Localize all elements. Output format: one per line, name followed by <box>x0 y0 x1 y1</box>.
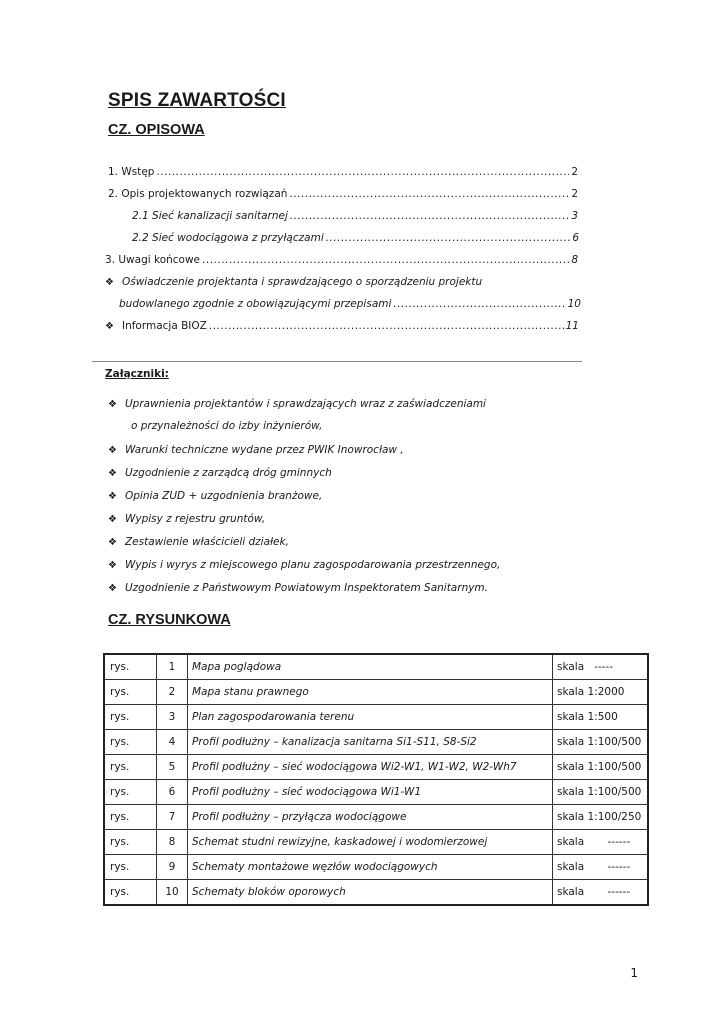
drawing-scale: skala 1:100/500 <box>553 755 649 780</box>
toc-label: 1. Wstęp <box>108 166 155 178</box>
bullet-icon: ❖ <box>108 583 117 594</box>
drawing-scale: skala ------ <box>553 880 649 906</box>
attachment-item <box>108 536 289 548</box>
toc-item <box>105 254 578 266</box>
attachment-text: Opinia ZUD + uzgodnienia branżowe, <box>124 490 323 502</box>
attachment-item <box>108 444 404 456</box>
drawing-title: Schemat studni rewizyjne, kaskadowej i wodomierzowej <box>188 830 553 855</box>
drawing-prefix: rys. <box>104 855 157 880</box>
drawing-title: Profil podłużny – sieć wodociągowa Wi2-W1, W1-W2, W2-Wh7 <box>188 755 553 780</box>
toc-label: Oświadczenie projektanta i sprawdzającego o sporządzeniu projektu <box>121 276 483 288</box>
drawing-prefix: rys. <box>104 805 157 830</box>
attachment-item <box>108 559 500 571</box>
toc-label: 2. Opis projektowanych rozwiązań <box>108 188 288 200</box>
attachment-text: Uzgodnienie z Państwowym Powiatowym Inspektoratem Sanitarnym. <box>124 582 488 594</box>
drawing-prefix: rys. <box>104 830 157 855</box>
drawing-number: 9 <box>157 855 188 880</box>
toc-page: 2 <box>571 188 578 200</box>
drawing-title: Mapa poglądowa <box>188 654 553 680</box>
toc-item <box>108 166 578 178</box>
drawing-title: Plan zagospodarowania terenu <box>188 705 553 730</box>
table-row <box>104 730 648 755</box>
drawing-title: Profil podłużny – kanalizacja sanitarna Si1-S11, S8-Si2 <box>188 730 553 755</box>
drawing-scale: skala ------ <box>553 855 649 880</box>
drawing-title: Schematy bloków oporowych <box>188 880 553 906</box>
drawing-scale: skala 1:100/250 <box>553 805 649 830</box>
attachment-item <box>108 513 265 525</box>
attachment-item <box>108 398 486 410</box>
drawing-number: 2 <box>157 680 188 705</box>
attachment-text: Uzgodnienie z zarządcą dróg gminnych <box>124 467 332 479</box>
drawing-number: 1 <box>157 654 188 680</box>
attachment-item <box>108 490 322 502</box>
drawing-prefix: rys. <box>104 880 157 906</box>
toc-label: 2.1 Sieć kanalizacji sanitarnej <box>132 210 288 222</box>
table-row <box>104 705 648 730</box>
bullet-icon: ❖ <box>108 560 117 571</box>
table-row <box>104 755 648 780</box>
attachment-text: o przynależności do izby inżynierów, <box>131 420 323 432</box>
bullet-icon: ❖ <box>105 277 114 288</box>
table-row <box>104 680 648 705</box>
bullet-icon: ❖ <box>108 445 117 456</box>
page-number: 1 <box>630 966 638 980</box>
drawing-scale: skala 1:100/500 <box>553 780 649 805</box>
drawing-prefix: rys. <box>104 780 157 805</box>
attachment-item <box>108 582 488 594</box>
toc-item <box>105 276 482 288</box>
drawing-scale: skala 1:500 <box>553 705 649 730</box>
toc-page: 6 <box>572 232 579 244</box>
bullet-icon: ❖ <box>105 321 114 332</box>
bullet-icon: ❖ <box>108 468 117 479</box>
drawing-scale: skala ----- <box>553 654 649 680</box>
toc-item <box>132 232 579 244</box>
attachments-heading: Załączniki: <box>105 368 169 380</box>
drawing-title: Profil podłużny – przyłącza wodociągowe <box>188 805 553 830</box>
drawing-scale: skala 1:100/500 <box>553 730 649 755</box>
attachment-text: Warunki techniczne wydane przez PWIK Inowrocław , <box>124 444 404 456</box>
attachment-text: Wypis i wyrys z miejscowego planu zagospodarowania przestrzennego, <box>124 559 501 571</box>
toc-item <box>105 320 579 332</box>
toc-page: 11 <box>565 320 579 332</box>
drawing-scale: skala 1:2000 <box>553 680 649 705</box>
drawing-number: 10 <box>157 880 188 906</box>
attachment-text: Wypisy z rejestru gruntów, <box>124 513 266 525</box>
drawing-number: 5 <box>157 755 188 780</box>
table-row <box>104 780 648 805</box>
bullet-icon: ❖ <box>108 514 117 525</box>
toc-label: 3. Uwagi końcowe <box>105 254 201 266</box>
attachment-text: Uprawnienia projektantów i sprawdzających wraz z zaświadczeniami <box>124 398 486 410</box>
drawing-title: Schematy montażowe węzłów wodociągowych <box>188 855 553 880</box>
toc-page: 8 <box>571 254 578 266</box>
drawing-title: Profil podłużny – sieć wodociągowa Wi1-W1 <box>188 780 553 805</box>
toc-label: budowlanego zgodnie z obowiązującymi przepisami <box>119 298 392 310</box>
toc-page: 2 <box>571 166 578 178</box>
drawing-number: 6 <box>157 780 188 805</box>
document-title: SPIS ZAWARTOŚCI <box>108 90 286 111</box>
toc-label: 2.2 Sieć wodociągowa z przyłączami <box>132 232 324 244</box>
section-heading-descriptive: CZ. OPISOWA <box>108 122 205 138</box>
drawing-scale: skala ------ <box>553 830 649 855</box>
toc-item <box>132 210 578 222</box>
bullet-icon: ❖ <box>108 491 117 502</box>
toc-item <box>119 298 581 310</box>
toc-item <box>108 188 578 200</box>
drawing-number: 4 <box>157 730 188 755</box>
section-heading-drawings: CZ. RYSUNKOWA <box>108 612 231 628</box>
drawing-number: 8 <box>157 830 188 855</box>
drawings-table <box>103 653 649 906</box>
drawing-prefix: rys. <box>104 755 157 780</box>
drawing-prefix: rys. <box>104 705 157 730</box>
table-row <box>104 654 648 680</box>
attachment-item <box>108 467 332 479</box>
bullet-icon: ❖ <box>108 537 117 548</box>
divider <box>92 361 582 362</box>
drawing-title: Mapa stanu prawnego <box>188 680 553 705</box>
attachment-text: Zestawienie właścicieli działek, <box>124 536 289 548</box>
table-row <box>104 830 648 855</box>
drawing-number: 7 <box>157 805 188 830</box>
table-row <box>104 880 648 906</box>
bullet-icon: ❖ <box>108 399 117 410</box>
toc-page: 10 <box>567 298 581 310</box>
toc-page: 3 <box>571 210 578 222</box>
table-row <box>104 805 648 830</box>
toc-label: Informacja BIOZ <box>121 320 207 332</box>
drawing-prefix: rys. <box>104 730 157 755</box>
table-row <box>104 855 648 880</box>
drawing-number: 3 <box>157 705 188 730</box>
drawing-prefix: rys. <box>104 654 157 680</box>
drawing-prefix: rys. <box>104 680 157 705</box>
attachment-item <box>131 420 322 432</box>
